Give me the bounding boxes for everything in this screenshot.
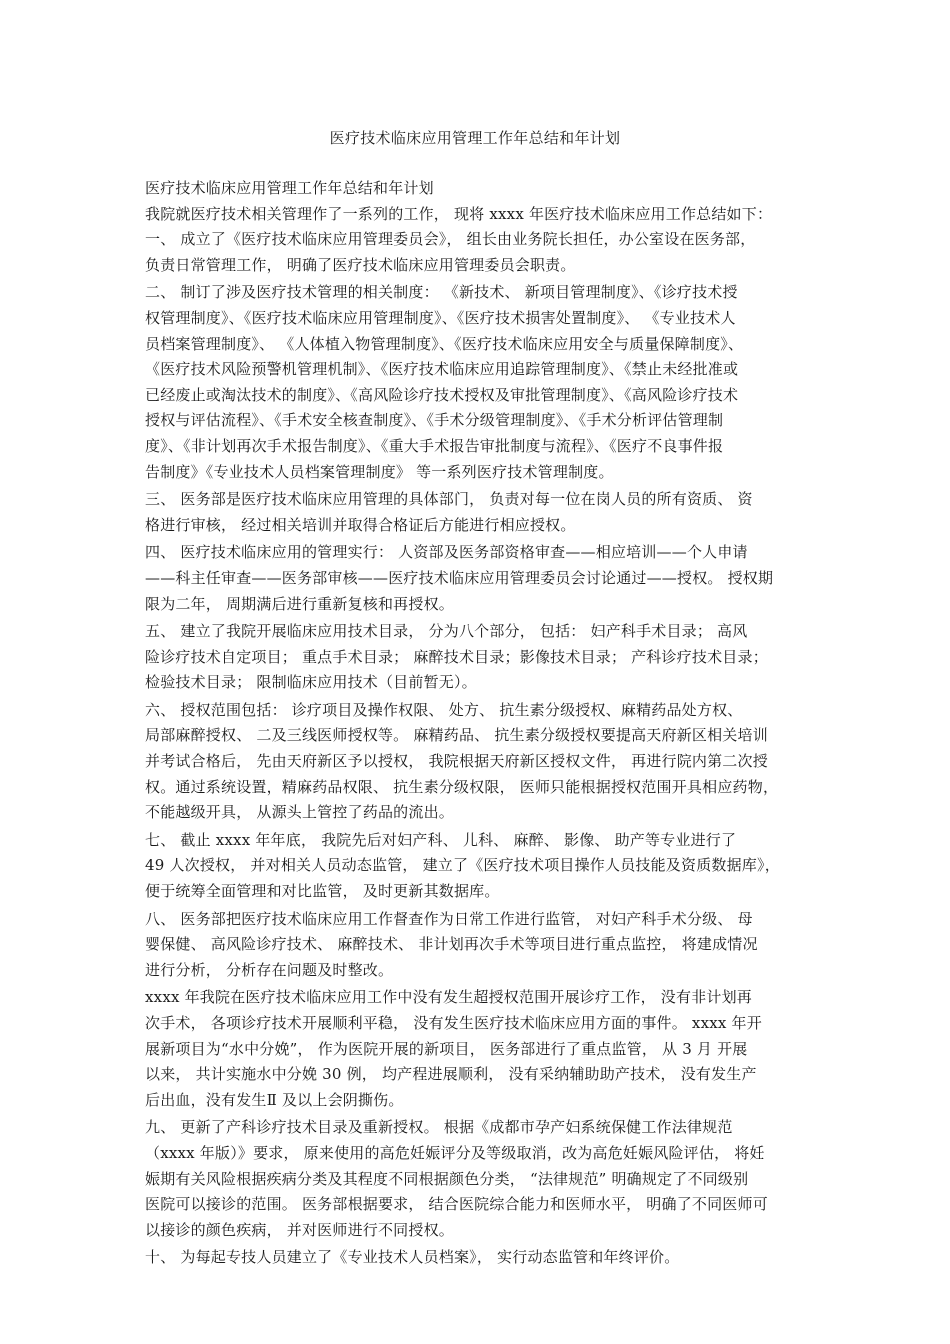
paragraph-line: 已经废止或淘汰技术的制度》、《高风险诊疗技术授权及审批管理制度》、《高风险诊疗技术 (145, 385, 739, 404)
paragraph (145, 1245, 813, 1271)
paragraph-line: 便于统筹全面管理和对比监管， 及时更新其数据库。 (145, 882, 500, 901)
paragraph-line: 局部麻醉授权、 二及三线医师授权等。 麻精药品、 抗生素分级授权要提高天府新区相关培训 (145, 726, 768, 745)
paragraph-line: 六、 授权范围包括： 诊疗项目及操作权限、 处方、 抗生素分级授权、麻精药品处方权、 (145, 700, 743, 719)
paragraph-line: 负责日常管理工作， 明确了医疗技术临床应用管理委员会职责。 (145, 255, 576, 274)
paragraph-line: 以来， 共计实施水中分娩 30 例， 均产程进展顺利， 没有采纳辅助助产技术， 没有发生产 (145, 1065, 757, 1084)
document-subtitle: 医疗技术临床应用管理工作年总结和年计划 (145, 179, 434, 197)
paragraph-line: 权。通过系统设置，精麻药品权限、 抗生素分级权限， 医师只能根据授权范围开具相应药物， (145, 777, 779, 796)
paragraph-line: 度》、《非计划再次手术报告制度》、《重大手术报告审批制度与流程》、《医疗不良事件报 (145, 436, 724, 455)
paragraph-line: 三、 医务部是医疗技术临床应用管理的具体部门， 负责对每一位在岗人员的所有资质、 资 (145, 490, 753, 509)
paragraph-line: 五、 建立了我院开展临床应用技术目录， 分为八个部分， 包括： 妇产科手术目录； 高风 (145, 622, 748, 641)
paragraph (145, 828, 813, 905)
paragraph (145, 540, 813, 617)
paragraph-line: 婴保健、 高风险诊疗技术、 麻醉技术、 非计划再次手术等项目进行重点监控， 将建成情况 (145, 935, 758, 954)
paragraph-line: 权管理制度》、《医疗技术临床应用管理制度》、《医疗技术损害处置制度》、 《专业技术人 (145, 308, 736, 327)
paragraph-line: xxxx 年我院在医疗技术临床应用工作中没有发生超授权范围开展诊疗工作， 没有非计划再 (145, 988, 752, 1007)
paragraph-line: 一、 成立了《医疗技术临床应用管理委员会》， 组长由业务院长担任，办公室设在医务部， (145, 230, 756, 249)
paragraph-line: 四、 医疗技术临床应用的管理实行： 人资部及医务部资格审查——相应培训——个人申请 (145, 543, 748, 562)
paragraph-line: 格进行审核， 经过相关培训并取得合格证后方能进行相应授权。 (145, 515, 576, 534)
paragraph (145, 698, 813, 826)
paragraph-line: 告制度》《专业技术人员档案管理制度》 等一系列医疗技术管理制度。 (145, 462, 614, 481)
paragraph-line: （xxxx 年版）》要求， 原来使用的高危妊娠评分及等级取消，改为高危妊娠风险评估， 将妊 (145, 1143, 765, 1162)
paragraph (145, 907, 813, 984)
paragraph-line: 49 人次授权， 并对相关人员动态监管， 建立了《医疗技术项目操作人员技能及资质数据库》， (145, 856, 780, 875)
paragraph-line: 后出血，没有发生Ⅱ 及以上会阴撕伤。 (145, 1090, 404, 1109)
paragraph-line: 员档案管理制度》、 《人体植入物管理制度》、《医疗技术临床应用安全与质量保障制度》、 (145, 334, 744, 353)
paragraph-line: 二、 制订了涉及医疗技术管理的相关制度： 《新技术、 新项目管理制度》、《诊疗技术授 (145, 283, 738, 302)
paragraph-line: 我院就医疗技术相关管理作了一系列的工作， 现将 xxxx 年医疗技术临床应用工作总结如下： (145, 204, 773, 223)
paragraph (145, 487, 813, 538)
paragraph-line: ——科主任审查——医务部审核——医疗技术临床应用管理委员会讨论通过——授权。 授权期 (145, 568, 774, 587)
paragraph (145, 619, 813, 696)
paragraph-line: 检验技术目录； 限制临床应用技术（目前暂无）。 (145, 673, 477, 692)
paragraph-line: 以接诊的颜色疾病， 并对医师进行不同授权。 (145, 1220, 454, 1239)
document-body (145, 176, 813, 1271)
paragraph-line: 授权与评估流程》、《手术安全核查制度》、《手术分级管理制度》、《手术分析评估管理制 (145, 411, 724, 430)
paragraph-line: 八、 医务部把医疗技术临床应用工作督查作为日常工作进行监管， 对妇产科手术分级、 母 (145, 909, 753, 928)
paragraph-line: 九、 更新了产科诊疗技术目录及重新授权。 根据《成都市孕产妇系统保健工作法律规范 (145, 1118, 733, 1137)
paragraph-line: 《医疗技术风险预警机管理机制》、《医疗技术临床应用追踪管理制度》、《禁止未经批准或 (145, 360, 739, 379)
paragraph-line: 不能越级开具， 从源头上管控了药品的流出。 (145, 803, 454, 822)
paragraph-line: 七、 截止 xxxx 年年底， 我院先后对妇产科、 儿科、 麻醉、 影像、 助产等专业进行了 (145, 830, 737, 849)
paragraph-line: 十、 为每起专技人员建立了《专业技术人员档案》， 实行动态监管和年终评价。 (145, 1248, 680, 1267)
paragraph (145, 202, 813, 279)
paragraph-line: 医院可以接诊的范围。 医务部根据要求， 结合医院综合能力和医师水平， 明确了不同医师可 (145, 1195, 768, 1214)
paragraph (145, 1115, 813, 1243)
paragraph-line: 险诊疗技术自定项目； 重点手术目录； 麻醉技术目录；影像技术目录； 产科诊疗技术目录； (145, 647, 768, 666)
paragraph-line: 限为二年， 周期满后进行重新复核和再授权。 (145, 594, 454, 613)
paragraph-line: 进行分析， 分析存在问题及时整改。 (145, 960, 394, 979)
paragraph-line: 并考试合格后， 先由天府新区予以授权， 我院根据天府新区授权文件， 再进行院内第二次授 (145, 752, 768, 771)
paragraph-line: 娠期有关风险根据疾病分类及其程度不同根据颜色分类， “法律规范” 明确规定了不同级别 (145, 1169, 749, 1188)
paragraph (145, 280, 813, 485)
page-title: 医疗技术临床应用管理工作年总结和年计划 (329, 129, 621, 147)
paragraph-list (145, 202, 813, 1271)
paragraph-line: 次手术， 各项诊疗技术开展顺利平稳， 没有发生医疗技术临床应用方面的事件。 xxxx 年开 (145, 1014, 762, 1032)
paragraph-line: 展新项目为“水中分娩”， 作为医院开展的新项目， 医务部进行了重点监管， 从 3 月 开展 (145, 1039, 748, 1058)
paragraph (145, 985, 813, 1113)
